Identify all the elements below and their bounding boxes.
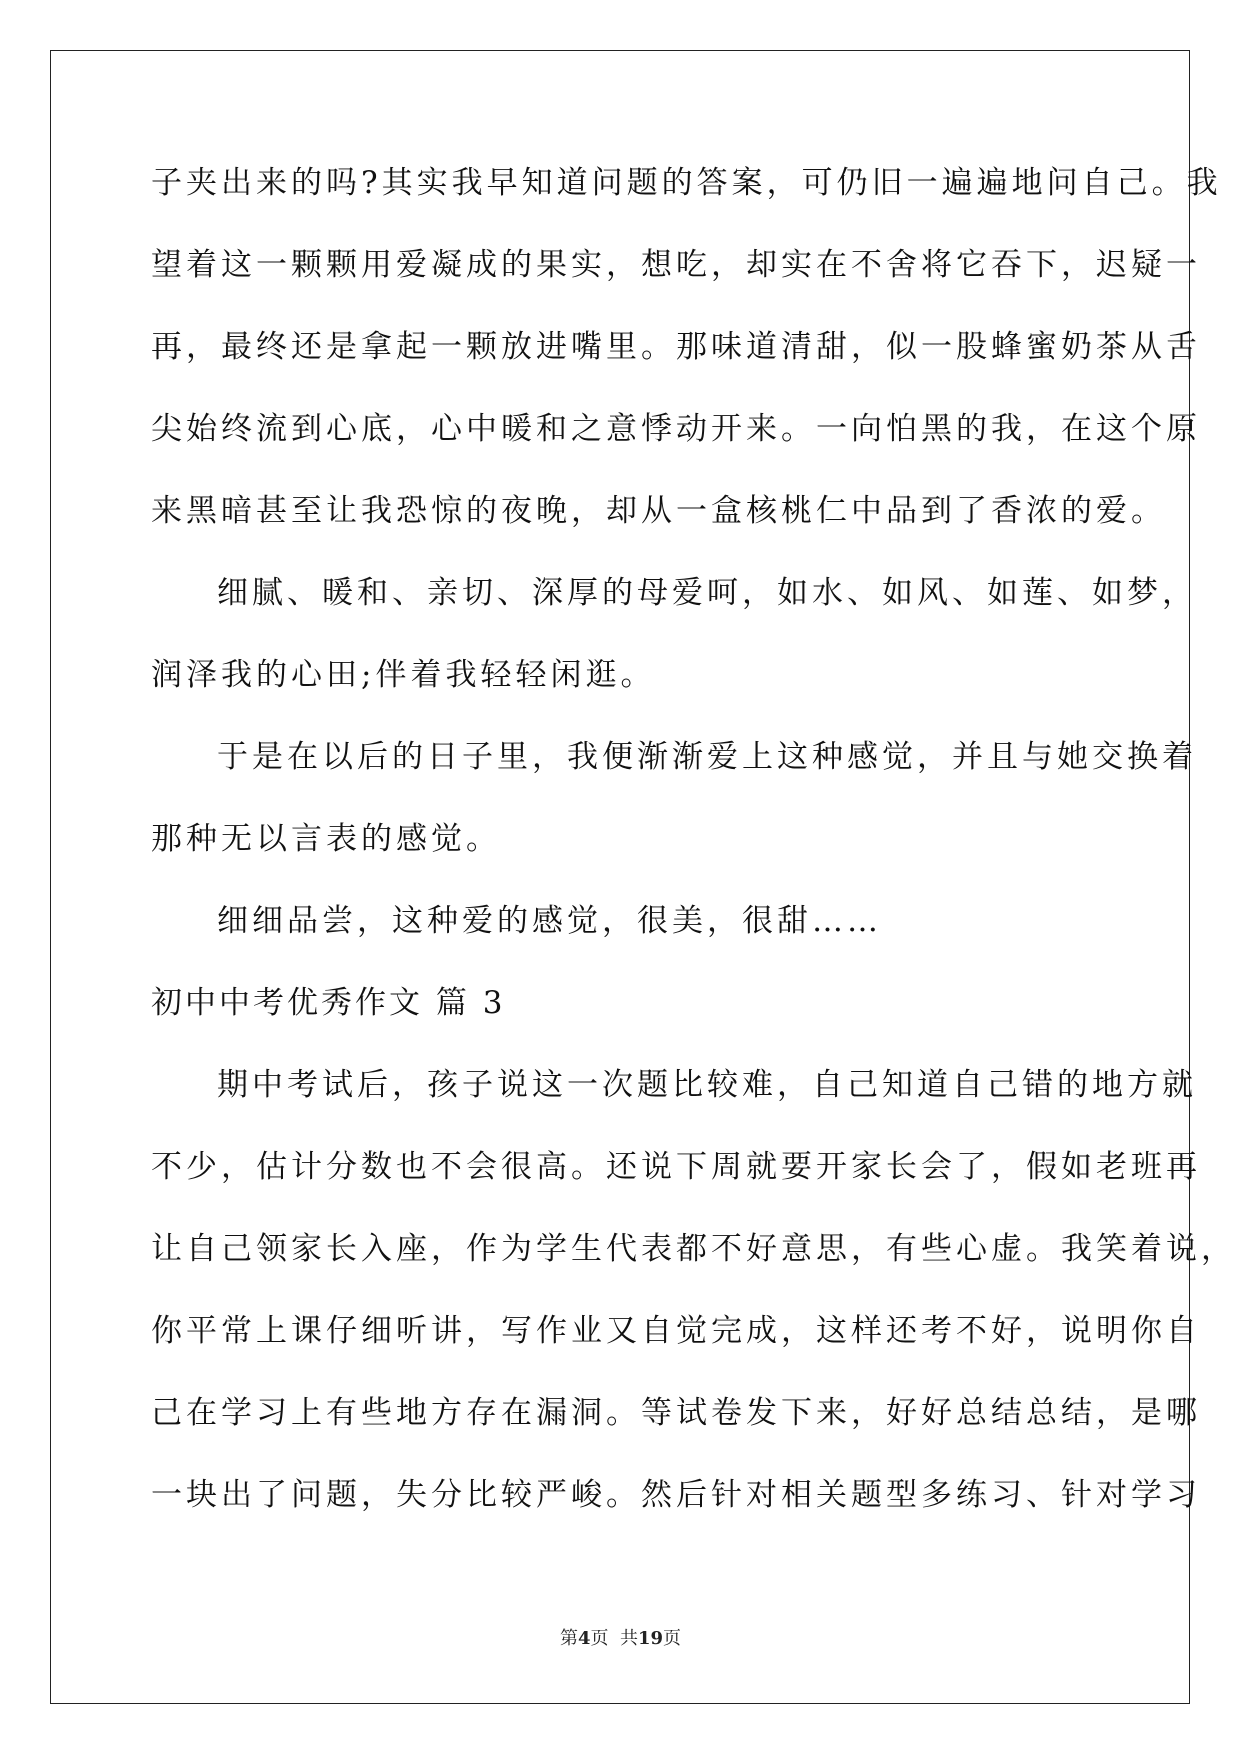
page-footer bbox=[0, 1624, 1241, 1650]
body-line: 润泽我的心田;伴着我轻轻闲逛。 bbox=[151, 657, 656, 693]
body-line: 子夹出来的吗?其实我早知道问题的答案，可仍旧一遍遍地问自己。我 bbox=[151, 165, 1222, 201]
paragraph-start-line: 细腻、暖和、亲切、深厚的母爱呵，如水、如风、如莲、如梦， bbox=[217, 575, 1197, 611]
body-line: 你平常上课仔细听讲，写作业又自觉完成，这样还考不好，说明你自 bbox=[151, 1313, 1201, 1349]
document-body bbox=[151, 163, 1236, 1557]
body-line: 望着这一颗颗用爱凝成的果实，想吃，却实在不舍将它吞下，迟疑一 bbox=[151, 247, 1201, 283]
body-line: 尖始终流到心底，心中暖和之意悸动开来。一向怕黑的我，在这个原 bbox=[151, 411, 1201, 447]
body-line: 不少，估计分数也不会很高。还说下周就要开家长会了，假如老班再 bbox=[151, 1149, 1201, 1185]
paragraph-start-line: 于是在以后的日子里，我便渐渐爱上这种感觉，并且与她交换着 bbox=[217, 739, 1197, 775]
footer-page-mid: 页 共 bbox=[590, 1628, 638, 1649]
body-line: 那种无以言表的感觉。 bbox=[151, 821, 501, 857]
body-line: 来黑暗甚至让我恐惊的夜晚，却从一盒核桃仁中品到了香浓的爱。 bbox=[151, 493, 1166, 529]
footer-page-total: 19 bbox=[637, 1628, 664, 1649]
paragraph-start-line: 期中考试后，孩子说这一次题比较难，自己知道自己错的地方就 bbox=[217, 1067, 1197, 1103]
footer-page-current: 4 bbox=[577, 1628, 591, 1649]
section-heading: 初中中考优秀作文 篇 3 bbox=[151, 985, 506, 1021]
footer-page-suffix: 页 bbox=[663, 1628, 682, 1649]
body-line: 己在学习上有些地方存在漏洞。等试卷发下来，好好总结总结，是哪 bbox=[151, 1395, 1201, 1431]
body-line: 一块出了问题，失分比较严峻。然后针对相关题型多练习、针对学习 bbox=[151, 1477, 1201, 1513]
paragraph-start-line: 细细品尝，这种爱的感觉，很美，很甜…… bbox=[217, 903, 882, 939]
footer-page-prefix: 第 bbox=[559, 1628, 578, 1649]
body-line: 再，最终还是拿起一颗放进嘴里。那味道清甜，似一股蜂蜜奶茶从舌 bbox=[151, 329, 1201, 365]
body-line: 让自己领家长入座，作为学生代表都不好意思，有些心虚。我笑着说， bbox=[151, 1231, 1236, 1267]
